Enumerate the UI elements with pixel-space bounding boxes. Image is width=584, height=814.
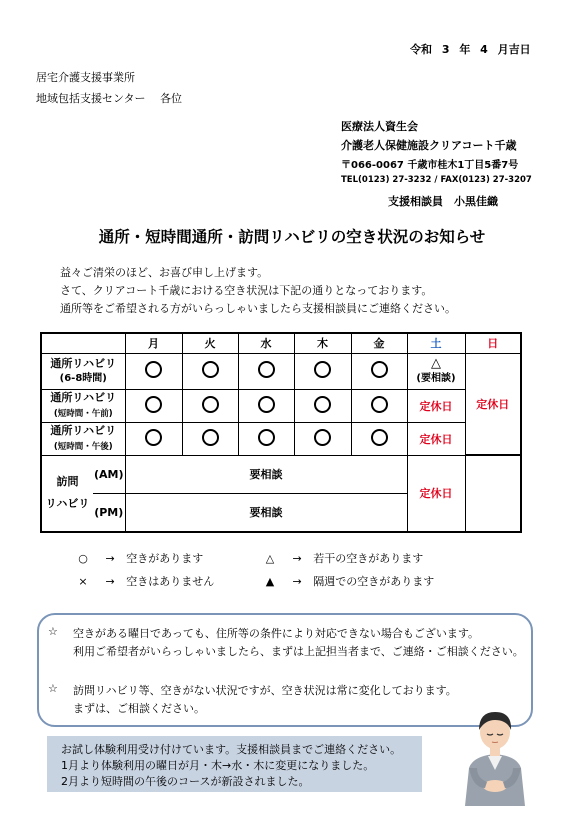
visit-sunday-blank	[465, 455, 521, 532]
announcement-line-2: 1月より体験利用の曜日が月・木→水・木に変更になりました。	[61, 759, 375, 772]
availability-table	[40, 332, 522, 533]
available-circle-icon	[258, 361, 275, 378]
triangle-outline-icon: △	[265, 552, 275, 565]
announcement-line-3: 2月より短時間の午後のコースが新設されました。	[61, 775, 310, 788]
avail-tue-pm	[182, 422, 238, 455]
visit-am-status: 要相談	[125, 455, 407, 493]
avail-tue-am	[182, 389, 238, 422]
available-circle-icon	[202, 396, 219, 413]
available-circle-icon	[314, 396, 331, 413]
sender-contact: 支援相談員 小黒佳織	[388, 195, 498, 208]
day-sat: 土	[407, 333, 465, 353]
avail-thu-am	[294, 389, 351, 422]
available-circle-icon	[314, 429, 331, 446]
avail-fri-pm	[351, 422, 407, 455]
note-1-line-1: 空きがある曜日であっても、住所等の条件により対応できない場合もございます。	[73, 627, 480, 640]
available-circle-icon	[371, 429, 388, 446]
available-circle-icon	[314, 361, 331, 378]
available-circle-icon	[145, 396, 162, 413]
addressee-support-centers: 地域包括支援センター 各位	[36, 92, 183, 105]
day-wed: 水	[238, 333, 294, 353]
avail-wed-pm	[238, 422, 294, 455]
day-thu: 木	[294, 333, 351, 353]
available-circle-icon	[371, 396, 388, 413]
note-2-line-1: 訪問リハビリ等、空きがない状況ですが、空き状況は常に変化しております。	[73, 684, 457, 697]
row-label: 通所リハビリ (6-8時間)	[41, 353, 125, 389]
page-title: 通所・短時間通所・訪問リハビリの空き状況のお知らせ	[98, 228, 486, 246]
note-1-line-2: 利用ご希望者がいらっしゃいましたら、まずは上記担当者まで、ご連絡・ご相談ください。	[73, 645, 524, 658]
avail-mon-am	[125, 389, 182, 422]
sat-closed-am: 定休日	[407, 389, 465, 422]
avail-thu-pm	[294, 422, 351, 455]
table-row-short-am	[41, 389, 521, 422]
day-sun: 日	[465, 333, 521, 353]
avail-mon-full	[125, 353, 182, 389]
row-label: 通所リハビリ (短時間・午前)	[41, 389, 125, 422]
legend-biweekly: ▲ → 隔週での空きがあります	[259, 573, 434, 589]
addressee-care-offices: 居宅介護支援事業所	[36, 71, 135, 84]
note-2-line-2: まずは、ご相談ください。	[73, 702, 205, 715]
avail-fri-am	[351, 389, 407, 422]
legend-limited: △ → 若干の空きがあります	[259, 550, 423, 566]
day-tue: 火	[182, 333, 238, 353]
sender-phone-fax: TEL(0123) 27-3232 / FAX(0123) 27-3207	[341, 175, 532, 185]
triangle-filled-icon: ▲	[265, 575, 275, 588]
cross-icon: ×	[78, 575, 88, 588]
day-mon: 月	[125, 333, 182, 353]
visit-rehab-label: 訪問 リハビリ	[41, 455, 93, 532]
intro-line-3: 通所等をご希望される方がいらっしゃいましたら支援相談員にご連絡ください。	[60, 302, 456, 315]
table-row-visit-am	[41, 455, 521, 493]
avail-sat-full: △ (要相談)	[407, 353, 465, 389]
avail-wed-full	[238, 353, 294, 389]
visit-pm-label: (PM)	[93, 493, 125, 532]
sender-facility: 介護老人保健施設クリアコート千歳	[341, 139, 517, 152]
table-row-short-pm	[41, 422, 521, 455]
avail-mon-pm	[125, 422, 182, 455]
sender-org: 医療法人資生会	[341, 120, 418, 133]
available-circle-icon	[258, 396, 275, 413]
legend-available: ○ → 空きがあります	[72, 550, 203, 566]
visit-pm-status: 要相談	[125, 493, 407, 532]
announcement-line-1: お試し体験利用受け付けています。支援相談員までご連絡ください。	[61, 743, 402, 756]
available-circle-icon	[202, 429, 219, 446]
sender-address: 〒066-0067 千歳市桂木1丁目5番7号	[341, 160, 519, 171]
issue-date: 令和 3 年 4 月吉日	[410, 43, 531, 56]
star-icon: ☆	[48, 625, 58, 638]
avail-fri-full	[351, 353, 407, 389]
visit-am-label: (AM)	[93, 455, 125, 493]
header-blank	[41, 333, 125, 353]
star-icon: ☆	[48, 682, 58, 695]
available-circle-icon	[258, 429, 275, 446]
avail-tue-full	[182, 353, 238, 389]
day-fri: 金	[351, 333, 407, 353]
limited-triangle-icon: △	[431, 356, 441, 371]
avail-wed-am	[238, 389, 294, 422]
available-circle-icon	[145, 361, 162, 378]
announcement-box	[47, 736, 422, 792]
visit-sat-closed: 定休日	[407, 455, 465, 532]
sunday-closed: 定休日	[465, 353, 521, 455]
bowing-staff-illustration	[455, 706, 535, 806]
table-row-day-care-full	[41, 353, 521, 389]
intro-line-1: 益々ご清栄のほど、お喜び申し上げます。	[60, 266, 269, 279]
avail-thu-full	[294, 353, 351, 389]
circle-icon: ○	[78, 552, 88, 565]
table-header-row	[41, 333, 521, 353]
row-label: 通所リハビリ (短時間・午後)	[41, 422, 125, 455]
intro-line-2: さて、クリアコート千歳における空き状況は下記の通りとなっております。	[60, 284, 433, 297]
legend-none: × → 空きはありません	[72, 573, 214, 589]
available-circle-icon	[202, 361, 219, 378]
available-circle-icon	[371, 361, 388, 378]
available-circle-icon	[145, 429, 162, 446]
sat-closed-pm: 定休日	[407, 422, 465, 455]
